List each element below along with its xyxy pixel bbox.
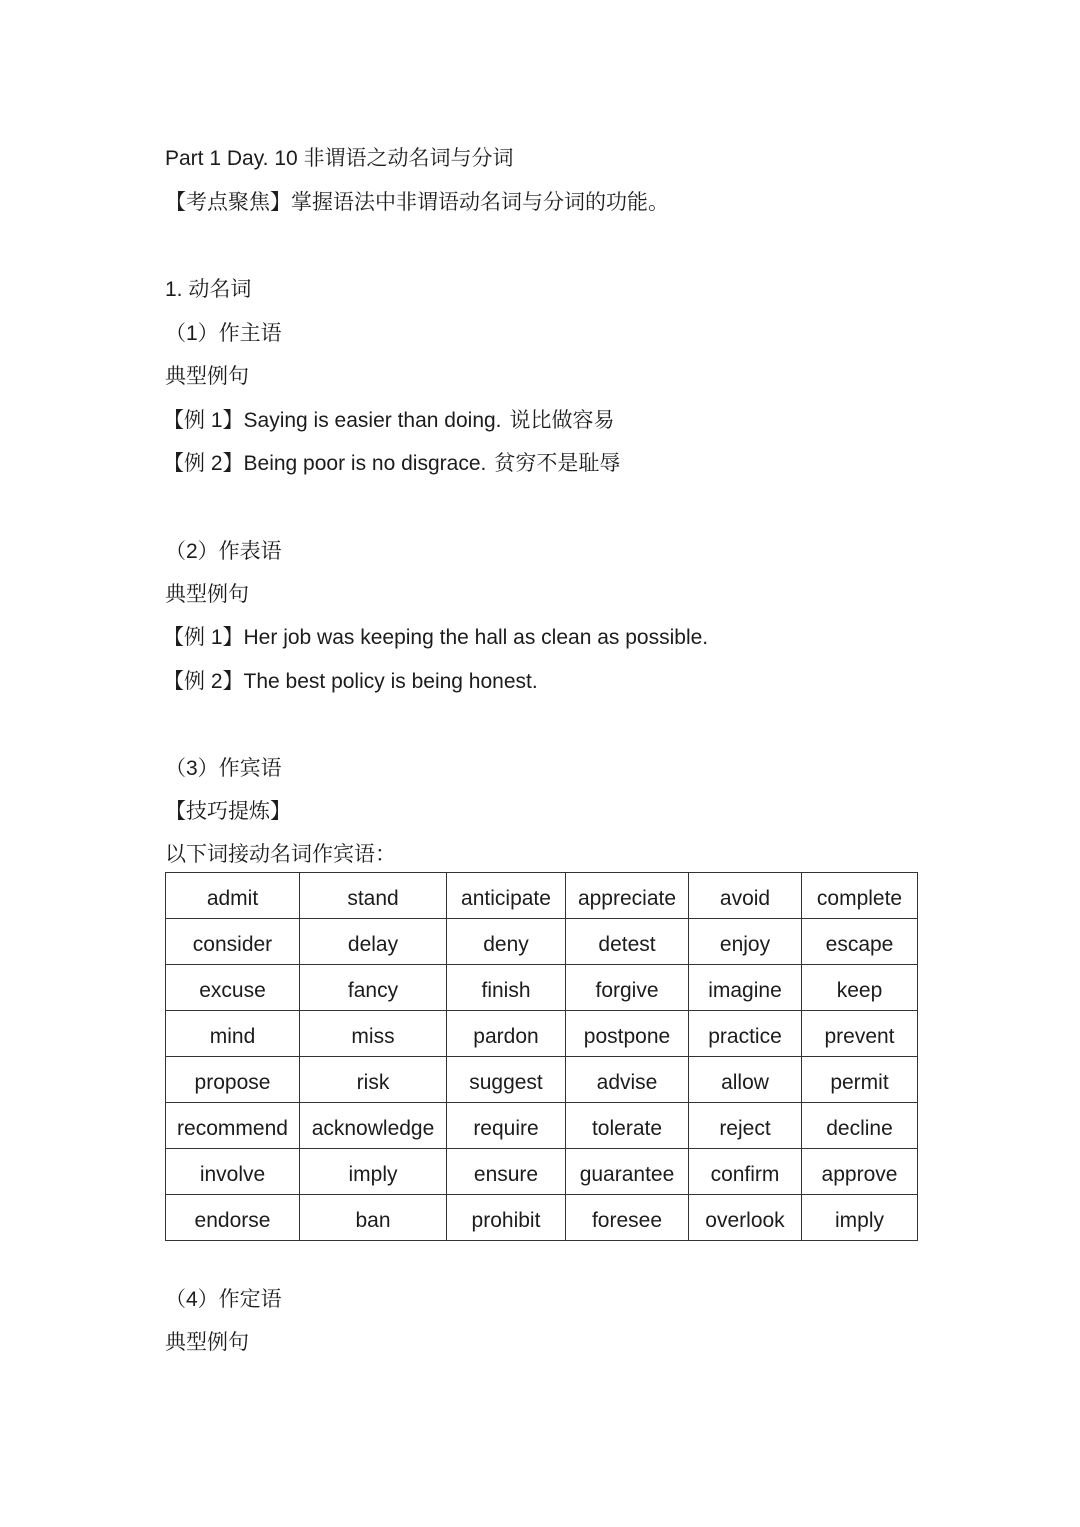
table-intro: 以下词接动名词作宾语： [165, 843, 396, 866]
example-tag: 【例 2】 [163, 452, 244, 475]
table-cell: propose [166, 1057, 300, 1103]
table-cell: permit [802, 1057, 918, 1103]
table-cell: reject [689, 1103, 802, 1149]
table-cell: anticipate [447, 873, 566, 919]
table-cell: ensure [447, 1149, 566, 1195]
subsection-heading-subject: （1）作主语 [165, 322, 282, 345]
table-row [166, 873, 918, 919]
table-cell: imply [300, 1149, 447, 1195]
table-cell: imply [802, 1195, 918, 1241]
table-cell: stand [300, 873, 447, 919]
table-cell: appreciate [566, 873, 689, 919]
table-cell: fancy [300, 965, 447, 1011]
table-cell: overlook [689, 1195, 802, 1241]
examples-label: 典型例句 [165, 1331, 249, 1354]
example-sentence [165, 406, 615, 436]
table-cell: guarantee [566, 1149, 689, 1195]
table-cell: miss [300, 1011, 447, 1057]
table-cell: detest [566, 919, 689, 965]
table-cell: pardon [447, 1011, 566, 1057]
table-row [166, 1195, 918, 1241]
example-sentence [165, 623, 708, 653]
example-text: Her job was keeping the hall as clean as possible. [243, 626, 709, 649]
subsection-heading-predicative: （2）作表语 [165, 540, 282, 563]
table-cell: mind [166, 1011, 300, 1057]
table-cell: deny [447, 919, 566, 965]
table-cell: consider [166, 919, 300, 965]
table-cell: admit [166, 873, 300, 919]
table-cell: enjoy [689, 919, 802, 965]
example-text: Being poor is no disgrace. [243, 452, 487, 475]
subsection-heading-object: （3）作宾语 [165, 757, 282, 780]
table-cell: prohibit [447, 1195, 566, 1241]
table-cell: finish [447, 965, 566, 1011]
examples-label: 典型例句 [165, 583, 249, 606]
example-translation: 贫穷不是耻辱 [494, 452, 621, 475]
table-row [166, 1057, 918, 1103]
table-cell: imagine [689, 965, 802, 1011]
examples-label: 典型例句 [165, 365, 249, 388]
table-cell: foresee [566, 1195, 689, 1241]
table-cell: require [447, 1103, 566, 1149]
table-row [166, 1011, 918, 1057]
table-row [166, 965, 918, 1011]
table-cell: tolerate [566, 1103, 689, 1149]
table-row [166, 919, 918, 965]
example-tag: 【例 2】 [163, 670, 244, 693]
gerund-verb-table [165, 872, 918, 1241]
table-cell: risk [300, 1057, 447, 1103]
table-cell: complete [802, 873, 918, 919]
table-cell: postpone [566, 1011, 689, 1057]
table-cell: suggest [447, 1057, 566, 1103]
tip-label: 【技巧提炼】 [165, 800, 291, 823]
example-sentence [165, 667, 538, 697]
table-cell: recommend [166, 1103, 300, 1149]
table-cell: avoid [689, 873, 802, 919]
table-cell: delay [300, 919, 447, 965]
focus-statement: 【考点聚焦】掌握语法中非谓语动名词与分词的功能。 [165, 191, 669, 214]
example-tag: 【例 1】 [163, 409, 244, 432]
table-row [166, 1149, 918, 1195]
table-cell: escape [802, 919, 918, 965]
table-cell: acknowledge [300, 1103, 447, 1149]
page-title: Part 1 Day. 10 非谓语之动名词与分词 [165, 147, 514, 170]
table-cell: decline [802, 1103, 918, 1149]
table-cell: keep [802, 965, 918, 1011]
table-cell: approve [802, 1149, 918, 1195]
table-row [166, 1103, 918, 1149]
table-cell: confirm [689, 1149, 802, 1195]
table-cell: advise [566, 1057, 689, 1103]
table-cell: forgive [566, 965, 689, 1011]
table-cell: involve [166, 1149, 300, 1195]
example-tag: 【例 1】 [163, 626, 244, 649]
subsection-heading-attributive: （4）作定语 [165, 1288, 282, 1311]
table-cell: allow [689, 1057, 802, 1103]
table-cell: excuse [166, 965, 300, 1011]
example-text: Saying is easier than doing. [243, 409, 502, 432]
section-heading-gerund: 1. 动名词 [165, 278, 252, 301]
example-sentence [165, 449, 620, 479]
table-cell: prevent [802, 1011, 918, 1057]
table-cell: endorse [166, 1195, 300, 1241]
example-text: The best policy is being honest. [243, 670, 538, 693]
table-cell: ban [300, 1195, 447, 1241]
example-translation: 说比做容易 [509, 409, 615, 432]
table-cell: practice [689, 1011, 802, 1057]
